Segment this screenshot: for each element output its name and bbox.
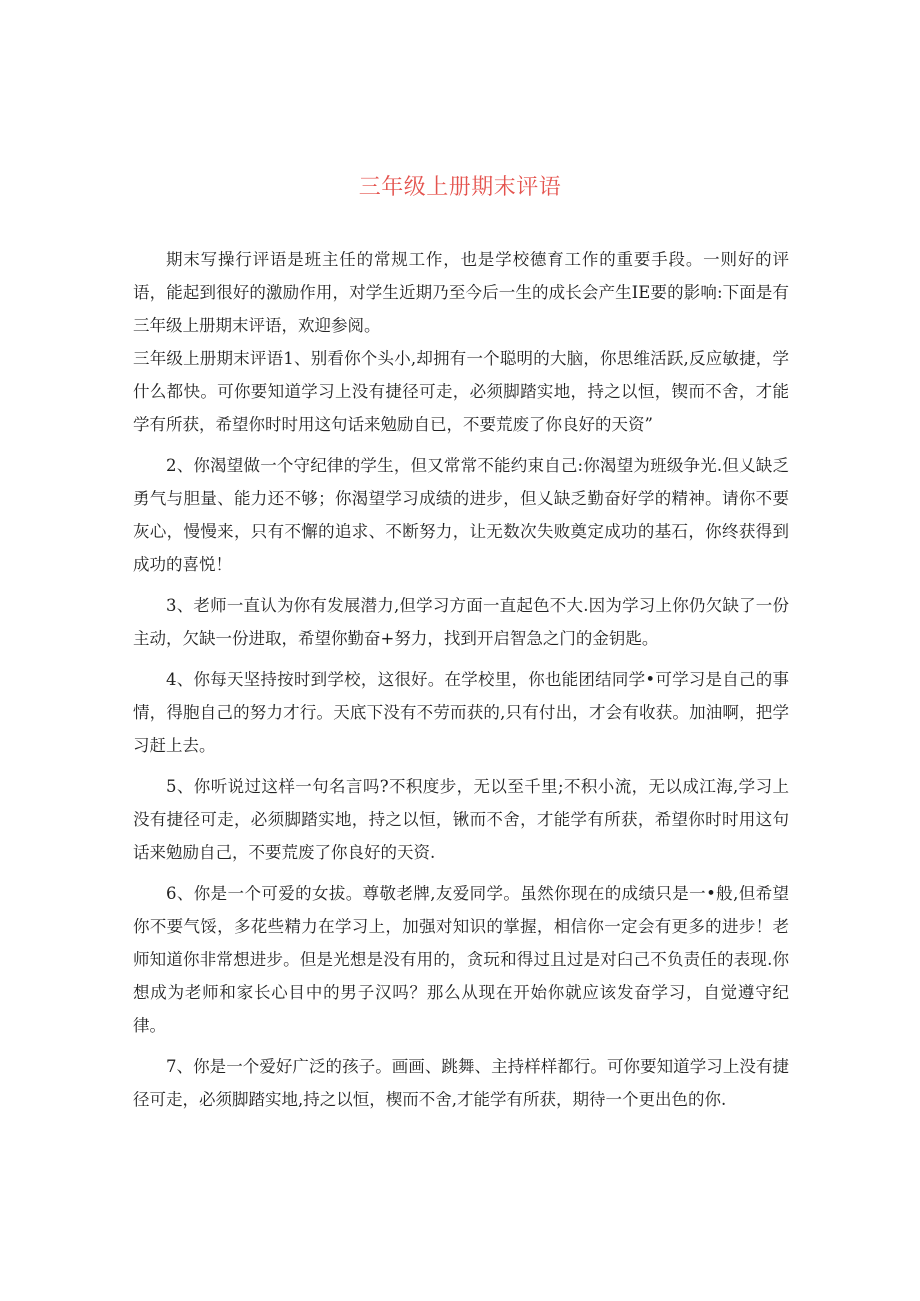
comment-paragraph-7: 7、你是一个爱好广泛的孩子。画画、跳舞、主持样样都行。可你要知道学习上没有捷径可走，必须脚踏实地,持之以恒，楔而不舍,才能学有所获，期待一个更出色的你. bbox=[133, 1057, 789, 1109]
comment-paragraph-5: 5、你听说过这样一句名言吗?不积度步，无以至千里;不积小流，无以成江海,学习上没有捷径可走，必须脚踏实地，持之以恒，锹而不舍，才能学有所获，希望你时时用这句话来勉励自己，不要荒废了你良好的天资. bbox=[133, 777, 789, 862]
document-body bbox=[133, 243, 789, 1124]
comment-paragraph-3: 3、老师一直认为你有发展潜力,但学习方面一直起色不大.因为学习上你仍欠缺了一份主动，欠缺一份进取，希望你勤奋+努力，找到开启智急之门的金钥匙。 bbox=[133, 596, 789, 648]
intro-paragraph: 期末写操行评语是班主任的常规工作，也是学校德育工作的重要手段。一则好的评语，能起到很好的激励作用，对学生近期乃至今后一生的成长会产生IE要的影响:下面是有三年级上册期末评语，欢迎参阅。 bbox=[133, 250, 789, 335]
comment-paragraph-4: 4、你每天坚持按时到学校，这很好。在学校里，你也能团结同学•可学习是自己的事情，得胞自己的努力才行。天底下没有不劳而获的,只有付出，才会有收获。加油啊，把学习赶上去。 bbox=[133, 670, 789, 755]
comment-paragraph-6: 6、你是一个可爱的女拔。尊敬老牌,友爱同学。虽然你现在的成绩只是一•般,但希望你不要气馁，多花些精力在学习上，加强对知识的掌握，相信你一定会有更多的进步！老师知道你非常想进步。但是光想是没有用的，贪玩和得过且过是对臼己不负责任的表现.你想成为老师和家长心目中的男子汉吗？那么从现在开始你就应该发奋学习，自觉遵守纪律。 bbox=[133, 884, 789, 1035]
comment-paragraph-2: 2、你渴望做一个守纪律的学生，但又常常不能约束自己:你渴望为班级争光.但乂缺乏勇气与胆量、能力还不够；你渴望学习成绩的进步，但乂缺乏勤奋好学的精神。请你不要灰心，慢慢来，只有不懈的追求、不断努力，让无数次失败奠定成功的基石，你终获得到成功的喜悦！ bbox=[133, 456, 789, 574]
document-title: 三年级上册期末评语 bbox=[358, 175, 562, 200]
comment-paragraph-1: 三年级上册期末评语1、别看你个头小,却拥有一个聪明的大脑，你思维活跃,反应敏捷，学什么都快。可你要知道学习上没有捷径可走，必须脚踏实地，持之以恒，锲而不舍，才能学有所获，希望你时时用这句话来勉励自已，不要荒废了你良好的天资” bbox=[133, 349, 789, 434]
